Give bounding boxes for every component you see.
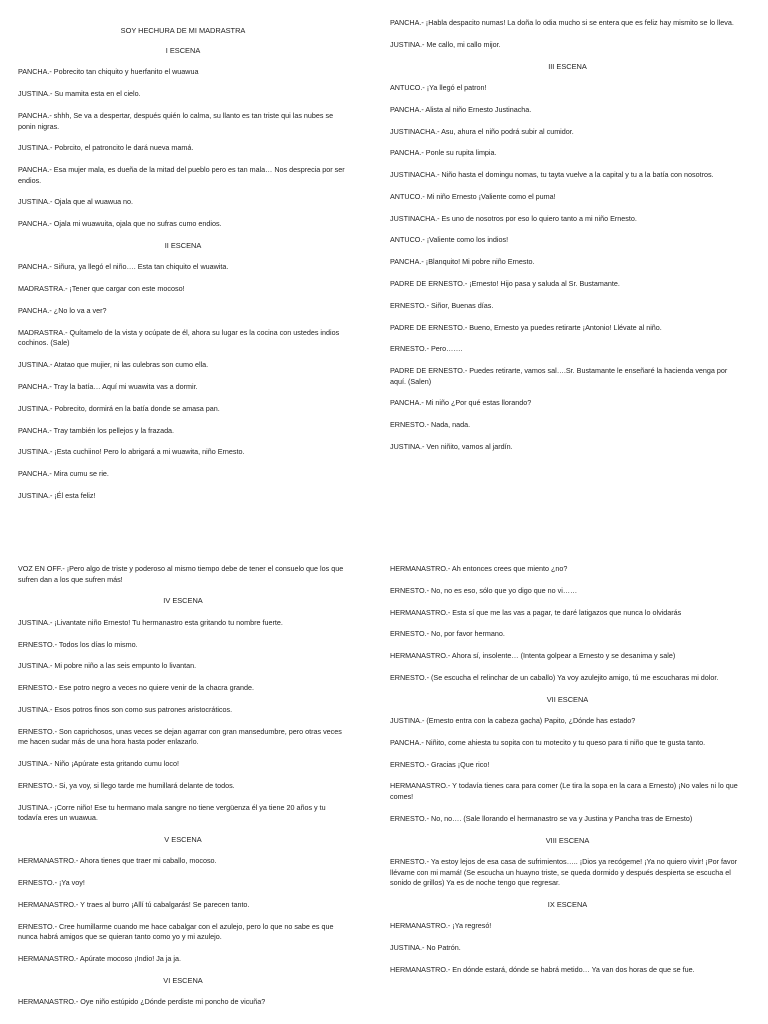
script-page-2 <box>390 18 745 498</box>
dialogue-line: JUSTINA.- Mi pobre niño a las seis empunto lo livantan. <box>18 661 197 671</box>
dialogue-line: ERNESTO.- Ya estoy lejos de esa casa de sufrimientos….. ¡Dios ya recógeme! ¡Ya no quiero vivir! ¡Por favor llévame con mi mamá! (Se escucha un huayno triste, se queda dormido y después despierta se escucha el sonido de grillos) Ya es de noche tengo que regresar. <box>390 856 738 888</box>
dialogue-line: JUSTINA.- Ojala que al wuawua no. <box>18 197 134 207</box>
dialogue-line: ERNESTO.- Ese potro negro a veces no quiere venir de la chacra grande. <box>18 683 254 693</box>
scene-heading: I ESCENA <box>165 46 201 55</box>
dialogue-line: JUSTINA.- Esos potros finos son como sus patrones aristocráticos. <box>18 704 233 714</box>
dialogue-line: HERMANASTRO.- Y traes al burro ¡Allí tú cabalgarás! Se parecen tanto. <box>18 899 250 909</box>
dialogue-line: PANCHA.- Mi niño ¿Por qué estas llorando? <box>390 398 532 408</box>
dialogue-line: HERMANASTRO.- Y todavía tienes cara para comer (Le tira la sopa en la cara a Ernesto) ¡No vales ni lo que comes! <box>390 781 738 802</box>
scene-heading: II ESCENA <box>164 241 202 251</box>
dialogue-line: ERNESTO.- Nada, nada. <box>390 420 471 430</box>
dialogue-line: HERMANASTRO.- Ahora sí, insolente… (Intenta golpear a Ernesto y se desanima y sale) <box>390 651 676 661</box>
dialogue-line: ANTUCO.- ¡Valiente como los indios! <box>390 235 509 245</box>
dialogue-line: PANCHA.- ¿No lo va a ver? <box>18 306 107 315</box>
dialogue-line: VOZ EN OFF.- ¡Pero algo de triste y poderoso al mismo tiempo debe de tener el consuelo que los que sufren dan a los que sufren más! <box>18 564 344 584</box>
dialogue-line: HERMANASTRO.- En dónde estará, dónde se habrá metido… Ya van dos horas de que se fue. <box>390 964 695 974</box>
dialogue-line: ANTUCO.- ¡Ya llegó el patron! <box>390 82 487 92</box>
dialogue-line: PANCHA.- shhh, Se va a despertar, después quién lo calma, su llanto es tan triste qui las nubes se ponin nigras. <box>18 110 334 131</box>
dialogue-line: PADRE DE ERNESTO.- ¡Ernesto! Hijo pasa y saluda al Sr. Bustamante. <box>390 278 620 288</box>
dialogue-line: ANTUCO.- Mi niño Ernesto ¡Valiente como el puma! <box>390 191 556 201</box>
scene-heading: V ESCENA <box>164 834 202 844</box>
dialogue-line: JUSTINA.- Su mamita esta en el cielo. <box>18 89 141 99</box>
dialogue-line: MADRASTRA.- Quítamelo de la vista y ocúpate de él, ahora su lugar es la cocina con ustedes indios cochinos. (Sale) <box>18 327 340 348</box>
dialogue-line: ERNESTO.- ¡Ya voy! <box>18 878 85 888</box>
script-page-3 <box>18 564 348 1024</box>
dialogue-line: JUSTINA.- No Patrón. <box>390 943 461 953</box>
dialogue-line: ERNESTO.- No, no…. (Sale llorando el hermanastro se va y Justina y Pancha tras de Ernesto) <box>390 813 693 823</box>
scene-heading: IX ESCENA <box>547 899 588 909</box>
dialogue-line: ERNESTO.- Son caprichosos, unas veces se dejan agarrar con gran mansedumbre, pero otras veces me hacen sudar más de una hora hasta poder enlazarlo. <box>18 726 342 747</box>
dialogue-line: MADRASTRA.- ¡Tener que cargar con este mocoso! <box>18 284 185 294</box>
scene-heading: III ESCENA <box>548 61 587 71</box>
dialogue-line: JUSTINA.- (Ernesto entra con la cabeza gacha) Papito, ¿Dónde has estado? <box>390 716 636 726</box>
dialogue-line: HERMANASTRO.- Ah entonces crees que miento ¿no? <box>390 564 568 573</box>
dialogue-line: PANCHA.- ¡Habla despacito numas! La doña lo odia mucho si se entera que es feliz hay mismito se lo lleva. <box>390 18 734 27</box>
dialogue-line: PANCHA.- Niñito, come ahiesta tu sopita con tu motecito y tu queso para ti niño que te gusta tanto. <box>390 737 706 747</box>
dialogue-line: ERNESTO.- No, por favor hermano. <box>390 629 505 639</box>
dialogue-line: PANCHA.- Alista al niño Ernesto Justinacha. <box>390 104 532 114</box>
dialogue-line: JUSTINACHA.- Es uno de nosotros por eso lo quiero tanto a mi niño Ernesto. <box>390 213 637 223</box>
page-gap <box>0 532 768 562</box>
dialogue-line: PANCHA.- Mira cumu se rie. <box>18 469 109 479</box>
dialogue-line: JUSTINA.- ¡Esta cuchiino! Pero lo abrigará a mi wuawita, niño Ernesto. <box>18 447 245 457</box>
dialogue-line: PANCHA.- Pobrecito tan chiquito y huerfanito el wuawua <box>18 67 199 77</box>
dialogue-line: JUSTINA.- ¡Él esta feliz! <box>18 490 96 500</box>
scene-heading: VII ESCENA <box>546 694 589 704</box>
dialogue-line: ERNESTO.- No, no es eso, sólo que yo digo que no vi…… <box>390 585 578 595</box>
dialogue-line: JUSTINA.- ¡Livantate niño Ernesto! Tu hermanastro esta gritando tu nombre fuerte. <box>18 617 283 627</box>
dialogue-line: JUSTINACHA.- Asu, ahura el niño podrá subir al cumidor. <box>390 126 574 136</box>
dialogue-line: HERMANASTRO.- Oye niño estúpido ¿Dónde perdiste mi poncho de vicuña? <box>18 997 266 1007</box>
scene-heading: VI ESCENA <box>163 975 203 985</box>
dialogue-line: ERNESTO.- Pero……. <box>390 344 463 354</box>
dialogue-line: JUSTINA.- Niño ¡Apúrate esta gritando cumu loco! <box>18 759 179 769</box>
dialogue-line: PANCHA.- Tray también los pellejos y la frazada. <box>18 425 175 435</box>
dialogue-line: ERNESTO.- Todos los días lo mismo. <box>18 639 138 649</box>
dialogue-line: JUSTINA.- Pobrcito, el patroncito le dará nueva mamá. <box>18 143 194 153</box>
dialogue-line: PANCHA.- Tray la batía… Aquí mi wuawita vas a dormir. <box>18 381 198 391</box>
dialogue-line: ERNESTO.- Si, ya voy, si llego tarde me humillará delante de todos. <box>18 780 235 790</box>
dialogue-line: PANCHA.- ¡Blanquito! Mi pobre niño Ernesto. <box>390 257 535 267</box>
dialogue-line: HERMANASTRO.- Apúrate mocoso ¡Indio! Ja ja ja. <box>18 954 181 964</box>
dialogue-line: HERMANASTRO.- ¡Ya regresó! <box>390 921 492 931</box>
dialogue-line: ERNESTO.- Siñor, Buenas días. <box>390 300 494 310</box>
dialogue-line: JUSTINA.- Pobrecito, dormirá en la batía donde se amasa pan. <box>18 403 220 413</box>
dialogue-line: JUSTINA.- Me callo, mi callo mijor. <box>390 39 501 49</box>
dialogue-line: JUSTINA.- Atatao que mujier, ni las culebras son cumo ella. <box>18 360 209 370</box>
dialogue-line: PADRE DE ERNESTO.- Bueno, Ernesto ya puedes retirarte ¡Antonio! Llévate al niño. <box>390 322 662 332</box>
dialogue-line: PADRE DE ERNESTO.- Puedes retirarte, vamos sal….Sr. Bustamante le enseñaré la hacienda venga por aquí. (Salen) <box>390 366 728 386</box>
script-page-1 <box>18 18 348 518</box>
dialogue-line: PANCHA.- Ponle su rupita limpia. <box>390 148 497 158</box>
dialogue-line: PANCHA.- Siñura, ya llegó el niño…. Esta tan chiquito el wuawita. <box>18 262 229 272</box>
dialogue-line: ERNESTO.- Cree humillarme cuando me hace cabalgar con el azulejo, pero lo que no sabe es que nunca habrá amigos que se quieran tanto como yo y mi azulejo. <box>18 921 334 942</box>
scene-heading: VIII ESCENA <box>545 835 590 845</box>
script-page-4 <box>390 564 745 1024</box>
dialogue-line: JUSTINACHA.- Niño hasta el domingu nomas, tu tayta vuelve a la capital y tu a la batía con nosotros. <box>390 170 714 180</box>
dialogue-line: JUSTINA.- Ven niñito, vamos al jardín. <box>390 442 513 452</box>
dialogue-line: PANCHA.- Ojala mi wuawuita, ojala que no sufras cumo endios. <box>18 219 222 229</box>
dialogue-line: ERNESTO.- Gracias ¡Que rico! <box>390 759 490 769</box>
dialogue-line: ERNESTO.- (Se escucha el relinchar de un caballo) Ya voy azulejito amigo, tú me escucharas mi dolor. <box>390 672 719 682</box>
play-title: SOY HECHURA DE MI MADRASTRA <box>120 26 246 35</box>
dialogue-line: PANCHA.- Esa mujer mala, es dueña de la mitad del pueblo pero es tan mala… Nos desprecia por ser endios. <box>18 165 345 185</box>
dialogue-line: HERMANASTRO.- Esta sí que me las vas a pagar, te daré latigazos que nunca lo olvidarás <box>390 607 682 617</box>
scene-heading: IV ESCENA <box>163 596 203 606</box>
dialogue-line: HERMANASTRO.- Ahora tienes que traer mi caballo, mocoso. <box>18 856 217 866</box>
dialogue-line: JUSTINA.- ¡Corre niño! Ese tu hermano mala sangre no tiene vergüenza él ya tiene 20 años y tu todavía eres un wuawua. <box>18 802 326 823</box>
